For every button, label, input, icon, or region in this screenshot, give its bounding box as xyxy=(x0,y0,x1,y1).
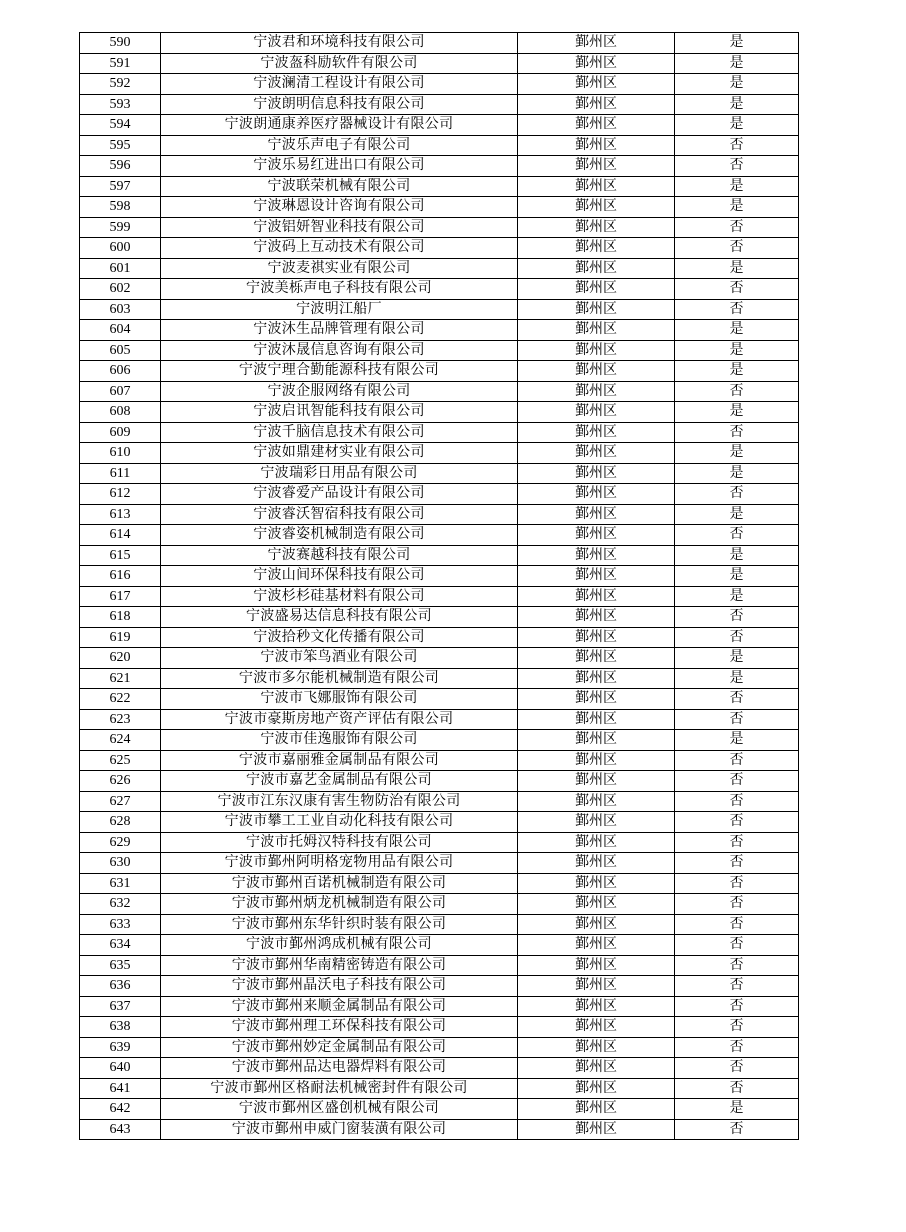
flag-value: 否 xyxy=(675,1078,799,1099)
table-row xyxy=(80,791,799,812)
row-number: 612 xyxy=(80,484,161,505)
row-number: 641 xyxy=(80,1078,161,1099)
company-name: 宁波麦祺实业有限公司 xyxy=(161,258,518,279)
flag-value: 否 xyxy=(675,238,799,259)
district: 鄞州区 xyxy=(518,504,675,525)
flag-value: 否 xyxy=(675,873,799,894)
row-number: 600 xyxy=(80,238,161,259)
row-number: 604 xyxy=(80,320,161,341)
company-name: 宁波瑞彩日用品有限公司 xyxy=(161,463,518,484)
table-row xyxy=(80,955,799,976)
flag-value: 是 xyxy=(675,1099,799,1120)
district: 鄞州区 xyxy=(518,730,675,751)
district: 鄞州区 xyxy=(518,176,675,197)
company-name: 宁波宁理合勤能源科技有限公司 xyxy=(161,361,518,382)
table-row xyxy=(80,545,799,566)
row-number: 624 xyxy=(80,730,161,751)
flag-value: 否 xyxy=(675,791,799,812)
district: 鄞州区 xyxy=(518,156,675,177)
table-row xyxy=(80,238,799,259)
company-name: 宁波澜清工程设计有限公司 xyxy=(161,74,518,95)
district: 鄞州区 xyxy=(518,484,675,505)
row-number: 590 xyxy=(80,33,161,54)
flag-value: 否 xyxy=(675,381,799,402)
company-name: 宁波企服网络有限公司 xyxy=(161,381,518,402)
district: 鄞州区 xyxy=(518,832,675,853)
district: 鄞州区 xyxy=(518,115,675,136)
table-row xyxy=(80,648,799,669)
row-number: 623 xyxy=(80,709,161,730)
company-name: 宁波市鄞州华南精密铸造有限公司 xyxy=(161,955,518,976)
district: 鄞州区 xyxy=(518,1017,675,1038)
company-name: 宁波睿沃智宿科技有限公司 xyxy=(161,504,518,525)
table-row xyxy=(80,1099,799,1120)
table-row xyxy=(80,53,799,74)
company-name: 宁波市鄞州晶沃电子科技有限公司 xyxy=(161,976,518,997)
flag-value: 否 xyxy=(675,279,799,300)
row-number: 630 xyxy=(80,853,161,874)
district: 鄞州区 xyxy=(518,996,675,1017)
flag-value: 是 xyxy=(675,730,799,751)
flag-value: 是 xyxy=(675,258,799,279)
district: 鄞州区 xyxy=(518,1037,675,1058)
district: 鄞州区 xyxy=(518,791,675,812)
row-number: 613 xyxy=(80,504,161,525)
company-name: 宁波沐生品牌管理有限公司 xyxy=(161,320,518,341)
company-name: 宁波市佳逸服饰有限公司 xyxy=(161,730,518,751)
company-name: 宁波睿爱产品设计有限公司 xyxy=(161,484,518,505)
flag-value: 是 xyxy=(675,53,799,74)
district: 鄞州区 xyxy=(518,402,675,423)
company-name: 宁波市鄞州区盛创机械有限公司 xyxy=(161,1099,518,1120)
company-name: 宁波如鼎建材实业有限公司 xyxy=(161,443,518,464)
company-name: 宁波市鄞州阿明格宠物用品有限公司 xyxy=(161,853,518,874)
row-number: 635 xyxy=(80,955,161,976)
flag-value: 否 xyxy=(675,689,799,710)
company-name: 宁波市多尔能机械制造有限公司 xyxy=(161,668,518,689)
flag-value: 否 xyxy=(675,996,799,1017)
table-row xyxy=(80,484,799,505)
row-number: 625 xyxy=(80,750,161,771)
row-number: 629 xyxy=(80,832,161,853)
flag-value: 是 xyxy=(675,197,799,218)
company-table xyxy=(79,32,799,1140)
table-row xyxy=(80,750,799,771)
table-row xyxy=(80,976,799,997)
district: 鄞州区 xyxy=(518,381,675,402)
row-number: 627 xyxy=(80,791,161,812)
table-row xyxy=(80,299,799,320)
flag-value: 是 xyxy=(675,320,799,341)
district: 鄞州区 xyxy=(518,607,675,628)
row-number: 598 xyxy=(80,197,161,218)
company-name: 宁波盛易达信息科技有限公司 xyxy=(161,607,518,628)
flag-value: 否 xyxy=(675,976,799,997)
flag-value: 是 xyxy=(675,74,799,95)
row-number: 601 xyxy=(80,258,161,279)
company-name: 宁波睿姿机械制造有限公司 xyxy=(161,525,518,546)
flag-value: 否 xyxy=(675,771,799,792)
flag-value: 否 xyxy=(675,914,799,935)
row-number: 631 xyxy=(80,873,161,894)
flag-value: 否 xyxy=(675,832,799,853)
row-number: 606 xyxy=(80,361,161,382)
district: 鄞州区 xyxy=(518,197,675,218)
row-number: 618 xyxy=(80,607,161,628)
company-name: 宁波乐声电子有限公司 xyxy=(161,135,518,156)
district: 鄞州区 xyxy=(518,258,675,279)
table-row xyxy=(80,135,799,156)
flag-value: 否 xyxy=(675,750,799,771)
row-number: 592 xyxy=(80,74,161,95)
district: 鄞州区 xyxy=(518,1119,675,1140)
row-number: 634 xyxy=(80,935,161,956)
row-number: 640 xyxy=(80,1058,161,1079)
row-number: 614 xyxy=(80,525,161,546)
row-number: 607 xyxy=(80,381,161,402)
company-table-body xyxy=(80,33,799,1140)
row-number: 622 xyxy=(80,689,161,710)
table-row xyxy=(80,402,799,423)
district: 鄞州区 xyxy=(518,320,675,341)
table-row xyxy=(80,156,799,177)
table-row xyxy=(80,94,799,115)
district: 鄞州区 xyxy=(518,894,675,915)
district: 鄞州区 xyxy=(518,566,675,587)
district: 鄞州区 xyxy=(518,709,675,730)
company-name: 宁波市豪斯房地产资产评估有限公司 xyxy=(161,709,518,730)
company-name: 宁波沐晟信息咨询有限公司 xyxy=(161,340,518,361)
row-number: 602 xyxy=(80,279,161,300)
flag-value: 是 xyxy=(675,586,799,607)
flag-value: 否 xyxy=(675,853,799,874)
flag-value: 是 xyxy=(675,443,799,464)
table-row xyxy=(80,586,799,607)
company-name: 宁波铝妍智业科技有限公司 xyxy=(161,217,518,238)
district: 鄞州区 xyxy=(518,525,675,546)
district: 鄞州区 xyxy=(518,545,675,566)
row-number: 595 xyxy=(80,135,161,156)
flag-value: 是 xyxy=(675,463,799,484)
company-name: 宁波市鄞州鸿成机械有限公司 xyxy=(161,935,518,956)
flag-value: 是 xyxy=(675,176,799,197)
company-name: 宁波市嘉艺金属制品有限公司 xyxy=(161,771,518,792)
table-row xyxy=(80,258,799,279)
district: 鄞州区 xyxy=(518,238,675,259)
flag-value: 是 xyxy=(675,566,799,587)
flag-value: 否 xyxy=(675,627,799,648)
table-row xyxy=(80,668,799,689)
table-row xyxy=(80,566,799,587)
table-row xyxy=(80,217,799,238)
row-number: 617 xyxy=(80,586,161,607)
row-number: 591 xyxy=(80,53,161,74)
flag-value: 否 xyxy=(675,709,799,730)
district: 鄞州区 xyxy=(518,627,675,648)
table-row xyxy=(80,1037,799,1058)
company-name: 宁波琳恩设计咨询有限公司 xyxy=(161,197,518,218)
row-number: 593 xyxy=(80,94,161,115)
row-number: 597 xyxy=(80,176,161,197)
row-number: 643 xyxy=(80,1119,161,1140)
company-name: 宁波乐易红进出口有限公司 xyxy=(161,156,518,177)
flag-value: 是 xyxy=(675,361,799,382)
company-name: 宁波明江船厂 xyxy=(161,299,518,320)
table-row xyxy=(80,812,799,833)
flag-value: 否 xyxy=(675,1037,799,1058)
district: 鄞州区 xyxy=(518,1099,675,1120)
district: 鄞州区 xyxy=(518,976,675,997)
company-name: 宁波市江东汉康有害生物防治有限公司 xyxy=(161,791,518,812)
district: 鄞州区 xyxy=(518,812,675,833)
flag-value: 否 xyxy=(675,812,799,833)
table-row xyxy=(80,709,799,730)
row-number: 633 xyxy=(80,914,161,935)
district: 鄞州区 xyxy=(518,750,675,771)
company-name: 宁波赛越科技有限公司 xyxy=(161,545,518,566)
row-number: 619 xyxy=(80,627,161,648)
district: 鄞州区 xyxy=(518,94,675,115)
row-number: 615 xyxy=(80,545,161,566)
table-row xyxy=(80,1017,799,1038)
district: 鄞州区 xyxy=(518,422,675,443)
district: 鄞州区 xyxy=(518,361,675,382)
flag-value: 是 xyxy=(675,94,799,115)
flag-value: 否 xyxy=(675,217,799,238)
table-row xyxy=(80,381,799,402)
table-row xyxy=(80,832,799,853)
table-row xyxy=(80,1058,799,1079)
flag-value: 否 xyxy=(675,1058,799,1079)
row-number: 596 xyxy=(80,156,161,177)
row-number: 599 xyxy=(80,217,161,238)
row-number: 621 xyxy=(80,668,161,689)
district: 鄞州区 xyxy=(518,1058,675,1079)
table-row xyxy=(80,935,799,956)
flag-value: 否 xyxy=(675,607,799,628)
district: 鄞州区 xyxy=(518,74,675,95)
row-number: 639 xyxy=(80,1037,161,1058)
table-row xyxy=(80,873,799,894)
table-row xyxy=(80,1078,799,1099)
company-name: 宁波市鄞州东华针织时装有限公司 xyxy=(161,914,518,935)
company-name: 宁波启讯智能科技有限公司 xyxy=(161,402,518,423)
row-number: 626 xyxy=(80,771,161,792)
table-row xyxy=(80,689,799,710)
company-name: 宁波千脑信息技术有限公司 xyxy=(161,422,518,443)
row-number: 642 xyxy=(80,1099,161,1120)
district: 鄞州区 xyxy=(518,340,675,361)
table-row xyxy=(80,422,799,443)
row-number: 608 xyxy=(80,402,161,423)
table-row xyxy=(80,33,799,54)
table-row xyxy=(80,176,799,197)
district: 鄞州区 xyxy=(518,586,675,607)
company-name: 宁波杉杉硅基材料有限公司 xyxy=(161,586,518,607)
company-name: 宁波市鄞州理工环保科技有限公司 xyxy=(161,1017,518,1038)
table-row xyxy=(80,996,799,1017)
row-number: 610 xyxy=(80,443,161,464)
table-row xyxy=(80,197,799,218)
district: 鄞州区 xyxy=(518,299,675,320)
flag-value: 是 xyxy=(675,504,799,525)
company-name: 宁波山间环保科技有限公司 xyxy=(161,566,518,587)
row-number: 609 xyxy=(80,422,161,443)
company-name: 宁波拾秒文化传播有限公司 xyxy=(161,627,518,648)
table-row xyxy=(80,504,799,525)
company-name: 宁波市攀工工业自动化科技有限公司 xyxy=(161,812,518,833)
district: 鄞州区 xyxy=(518,935,675,956)
table-row xyxy=(80,853,799,874)
flag-value: 否 xyxy=(675,156,799,177)
district: 鄞州区 xyxy=(518,443,675,464)
row-number: 603 xyxy=(80,299,161,320)
district: 鄞州区 xyxy=(518,1078,675,1099)
row-number: 636 xyxy=(80,976,161,997)
table-row xyxy=(80,607,799,628)
flag-value: 否 xyxy=(675,955,799,976)
district: 鄞州区 xyxy=(518,853,675,874)
flag-value: 否 xyxy=(675,1017,799,1038)
company-name: 宁波市鄞州申威门窗装潢有限公司 xyxy=(161,1119,518,1140)
table-row xyxy=(80,627,799,648)
flag-value: 否 xyxy=(675,135,799,156)
flag-value: 是 xyxy=(675,340,799,361)
district: 鄞州区 xyxy=(518,914,675,935)
flag-value: 否 xyxy=(675,484,799,505)
flag-value: 否 xyxy=(675,894,799,915)
flag-value: 是 xyxy=(675,33,799,54)
flag-value: 否 xyxy=(675,525,799,546)
row-number: 637 xyxy=(80,996,161,1017)
company-name: 宁波市嘉丽雅金属制品有限公司 xyxy=(161,750,518,771)
row-number: 616 xyxy=(80,566,161,587)
company-name: 宁波市鄞州炳龙机械制造有限公司 xyxy=(161,894,518,915)
row-number: 628 xyxy=(80,812,161,833)
district: 鄞州区 xyxy=(518,33,675,54)
flag-value: 否 xyxy=(675,1119,799,1140)
table-row xyxy=(80,525,799,546)
district: 鄞州区 xyxy=(518,873,675,894)
flag-value: 否 xyxy=(675,299,799,320)
row-number: 594 xyxy=(80,115,161,136)
table-row xyxy=(80,463,799,484)
flag-value: 是 xyxy=(675,648,799,669)
company-name: 宁波联荣机械有限公司 xyxy=(161,176,518,197)
company-name: 宁波市飞娜服饰有限公司 xyxy=(161,689,518,710)
company-name: 宁波市鄞州来顺金属制品有限公司 xyxy=(161,996,518,1017)
company-name: 宁波美栎声电子科技有限公司 xyxy=(161,279,518,300)
district: 鄞州区 xyxy=(518,135,675,156)
table-row xyxy=(80,279,799,300)
company-name: 宁波君和环境科技有限公司 xyxy=(161,33,518,54)
company-name: 宁波市鄞州品达电器焊料有限公司 xyxy=(161,1058,518,1079)
district: 鄞州区 xyxy=(518,668,675,689)
row-number: 605 xyxy=(80,340,161,361)
row-number: 632 xyxy=(80,894,161,915)
company-name: 宁波市鄞州区格耐法机械密封件有限公司 xyxy=(161,1078,518,1099)
district: 鄞州区 xyxy=(518,53,675,74)
flag-value: 是 xyxy=(675,402,799,423)
table-row xyxy=(80,443,799,464)
table-row xyxy=(80,320,799,341)
table-row xyxy=(80,771,799,792)
row-number: 620 xyxy=(80,648,161,669)
district: 鄞州区 xyxy=(518,955,675,976)
table-row xyxy=(80,340,799,361)
flag-value: 是 xyxy=(675,668,799,689)
district: 鄞州区 xyxy=(518,689,675,710)
flag-value: 是 xyxy=(675,115,799,136)
district: 鄞州区 xyxy=(518,648,675,669)
table-row xyxy=(80,115,799,136)
company-name: 宁波朗通康养医疗器械设计有限公司 xyxy=(161,115,518,136)
company-name: 宁波市鄞州妙定金属制品有限公司 xyxy=(161,1037,518,1058)
company-name: 宁波朗明信息科技有限公司 xyxy=(161,94,518,115)
document-page xyxy=(79,32,798,1140)
flag-value: 否 xyxy=(675,935,799,956)
company-name: 宁波盔科励软件有限公司 xyxy=(161,53,518,74)
row-number: 638 xyxy=(80,1017,161,1038)
district: 鄞州区 xyxy=(518,217,675,238)
flag-value: 是 xyxy=(675,545,799,566)
company-name: 宁波市鄞州百诺机械制造有限公司 xyxy=(161,873,518,894)
table-row xyxy=(80,74,799,95)
company-name: 宁波市托姆汉特科技有限公司 xyxy=(161,832,518,853)
table-row xyxy=(80,730,799,751)
table-row xyxy=(80,1119,799,1140)
district: 鄞州区 xyxy=(518,279,675,300)
flag-value: 否 xyxy=(675,422,799,443)
district: 鄞州区 xyxy=(518,771,675,792)
table-row xyxy=(80,894,799,915)
table-row xyxy=(80,914,799,935)
district: 鄞州区 xyxy=(518,463,675,484)
table-row xyxy=(80,361,799,382)
company-name: 宁波市笨鸟酒业有限公司 xyxy=(161,648,518,669)
company-name: 宁波码上互动技术有限公司 xyxy=(161,238,518,259)
row-number: 611 xyxy=(80,463,161,484)
